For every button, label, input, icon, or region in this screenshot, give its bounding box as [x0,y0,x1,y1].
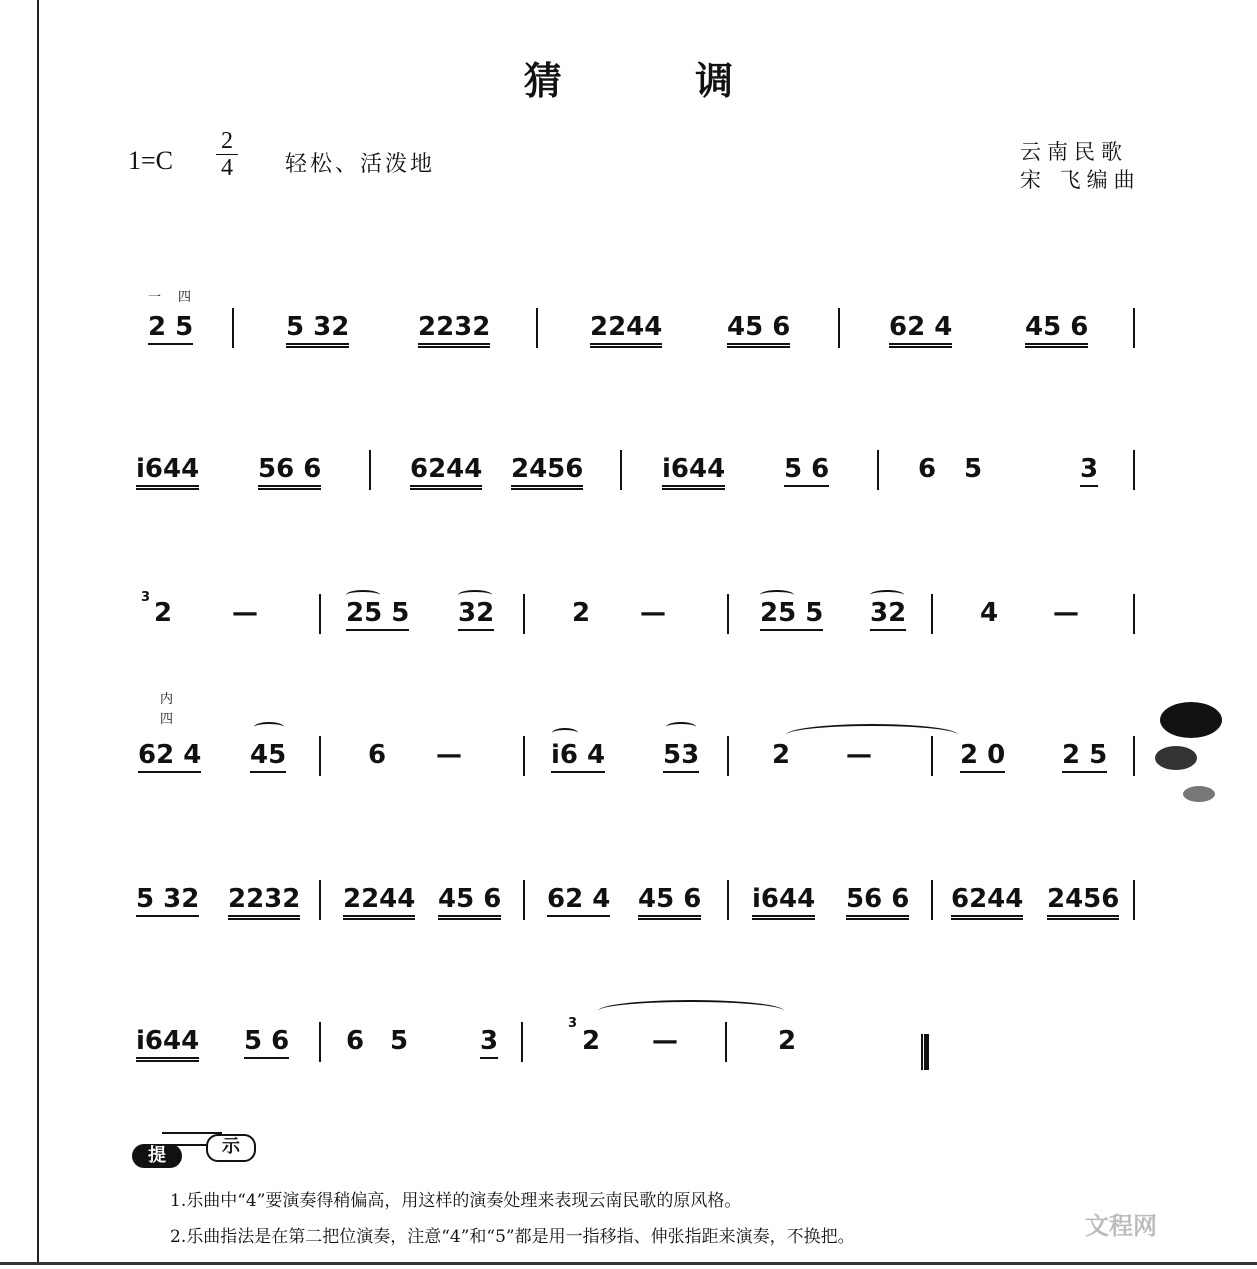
sustain-dash: — [436,740,462,770]
tip-note-1: 1.乐曲中“4”要演奏得稍偏高，用这样的演奏处理来表现云南民歌的原风格。 [170,1191,742,1211]
time-signature-numerator: 2 [216,128,238,155]
time-signature [216,128,238,181]
note-group: 2232 [228,884,300,920]
note-group: 5 6 [784,454,829,487]
note-group: i644 [136,1026,199,1062]
tempo-marking: 轻松、活泼地 [285,152,436,177]
note: 3 [480,1026,498,1059]
note-group: 2 0 [960,740,1005,773]
note-group: 56 6 [258,454,321,490]
note-group: i644 [662,454,725,490]
bar-line [1133,308,1135,348]
notation-line-5 [0,884,1257,944]
note-group: 25 5 [346,598,409,631]
note-group: 2456 [511,454,583,490]
note-group: 6244 [410,454,482,490]
note-group: 62 4 [138,740,201,773]
note-group: 2232 [418,312,490,348]
bar-line [319,1022,321,1062]
time-signature-denominator: 4 [221,155,233,181]
tip-note-2: 2.乐曲指法是在第二把位演奏，注意“4”和“5”都是用一指移指、伸张指距来演奏，不换把。 [170,1227,855,1247]
bar-line [838,308,840,348]
sustain-dash: — [846,740,872,770]
note-group: 6244 [951,884,1023,920]
bar-line [319,736,321,776]
note: 6 [918,454,937,484]
note: 4 [980,598,999,628]
sustain-dash: — [1053,598,1079,628]
bar-line [232,308,234,348]
note-group: i6 4 [551,740,605,773]
note-group: 53 [663,740,699,773]
note-group: 2 5 [148,312,193,345]
source-arranger: 宋 飞编曲 [1020,168,1141,192]
key-signature: 1=C [128,146,174,175]
note-group: 45 6 [1025,312,1088,348]
tie [598,1000,784,1022]
note: 2 [582,1026,601,1056]
grace-note: 3 [141,590,151,605]
note-group: 45 6 [438,884,501,920]
note: 2 [154,598,173,628]
position-mark: 四 [178,290,192,305]
note-group: i644 [136,454,199,490]
bar-line [727,736,729,776]
notation-line-3 [0,590,1257,658]
note-group: 2 5 [1062,740,1107,773]
note: 5 [390,1026,409,1056]
note-group: 45 [250,740,286,773]
bar-line [1133,736,1135,776]
bar-line [1133,450,1135,490]
song-title: 猜 调 [523,58,794,103]
position-mark: 四 [160,712,174,727]
note-group: 2244 [590,312,662,348]
note-group: 32 [870,598,906,631]
page-bottom-border [0,1262,1257,1265]
edge-mark [1183,786,1215,802]
note-group: 5 32 [286,312,349,348]
note-group: 45 6 [727,312,790,348]
notation-line-1 [0,290,1257,372]
bar-line [931,736,933,776]
bar-line [931,880,933,920]
sustain-dash: — [640,598,666,628]
bar-line [536,308,538,348]
bar-line [523,880,525,920]
bar-line [319,880,321,920]
note-group: 25 5 [760,598,823,631]
edge-mark [1160,702,1222,738]
bar-line [523,594,525,634]
bar-line [725,1022,727,1062]
notation-line-6 [0,1016,1257,1086]
watermark: 文程网 [1085,1212,1157,1240]
bar-line [727,880,729,920]
note: 5 [964,454,983,484]
slur [552,728,578,738]
bar-line [523,736,525,776]
bar-line [620,450,622,490]
fingering-mark: 一 [148,290,162,305]
note: 2 [778,1026,797,1056]
edge-mark [1155,746,1197,770]
note-group: i644 [752,884,815,920]
fingering-mark: 内 [160,692,174,707]
bar-line [1133,594,1135,634]
note: 3 [1080,454,1098,487]
notation-line-2 [0,454,1257,514]
grace-note: 3 [568,1016,578,1031]
final-bar-line [921,1034,929,1070]
tip-badge-1: 提 [132,1144,182,1168]
bar-line [369,450,371,490]
tip-icon [132,1128,262,1170]
note-group: 45 6 [638,884,701,920]
bar-line [931,594,933,634]
bar-line [319,594,321,634]
note-group: 62 4 [889,312,952,348]
note-group: 2456 [1047,884,1119,920]
note: 6 [346,1026,365,1056]
note-group: 62 4 [547,884,610,917]
note-group: 56 6 [846,884,909,920]
note: 2 [572,598,591,628]
slur [666,722,696,732]
bar-line [1133,880,1135,920]
note: 6 [368,740,387,770]
source-credit [1020,138,1141,194]
notation-line-4 [0,692,1257,800]
note-group: 5 6 [244,1026,289,1059]
note: 2 [772,740,791,770]
slur [254,722,284,732]
note-group: 5 32 [136,884,199,917]
bar-line [877,450,879,490]
sustain-dash: — [652,1026,678,1056]
tip-badge-2: 示 [206,1134,256,1162]
note-group: 32 [458,598,494,631]
bar-line [727,594,729,634]
source-origin: 云南民歌 [1020,140,1128,164]
sustain-dash: — [232,598,258,628]
note-group: 2244 [343,884,415,920]
bar-line [521,1022,523,1062]
